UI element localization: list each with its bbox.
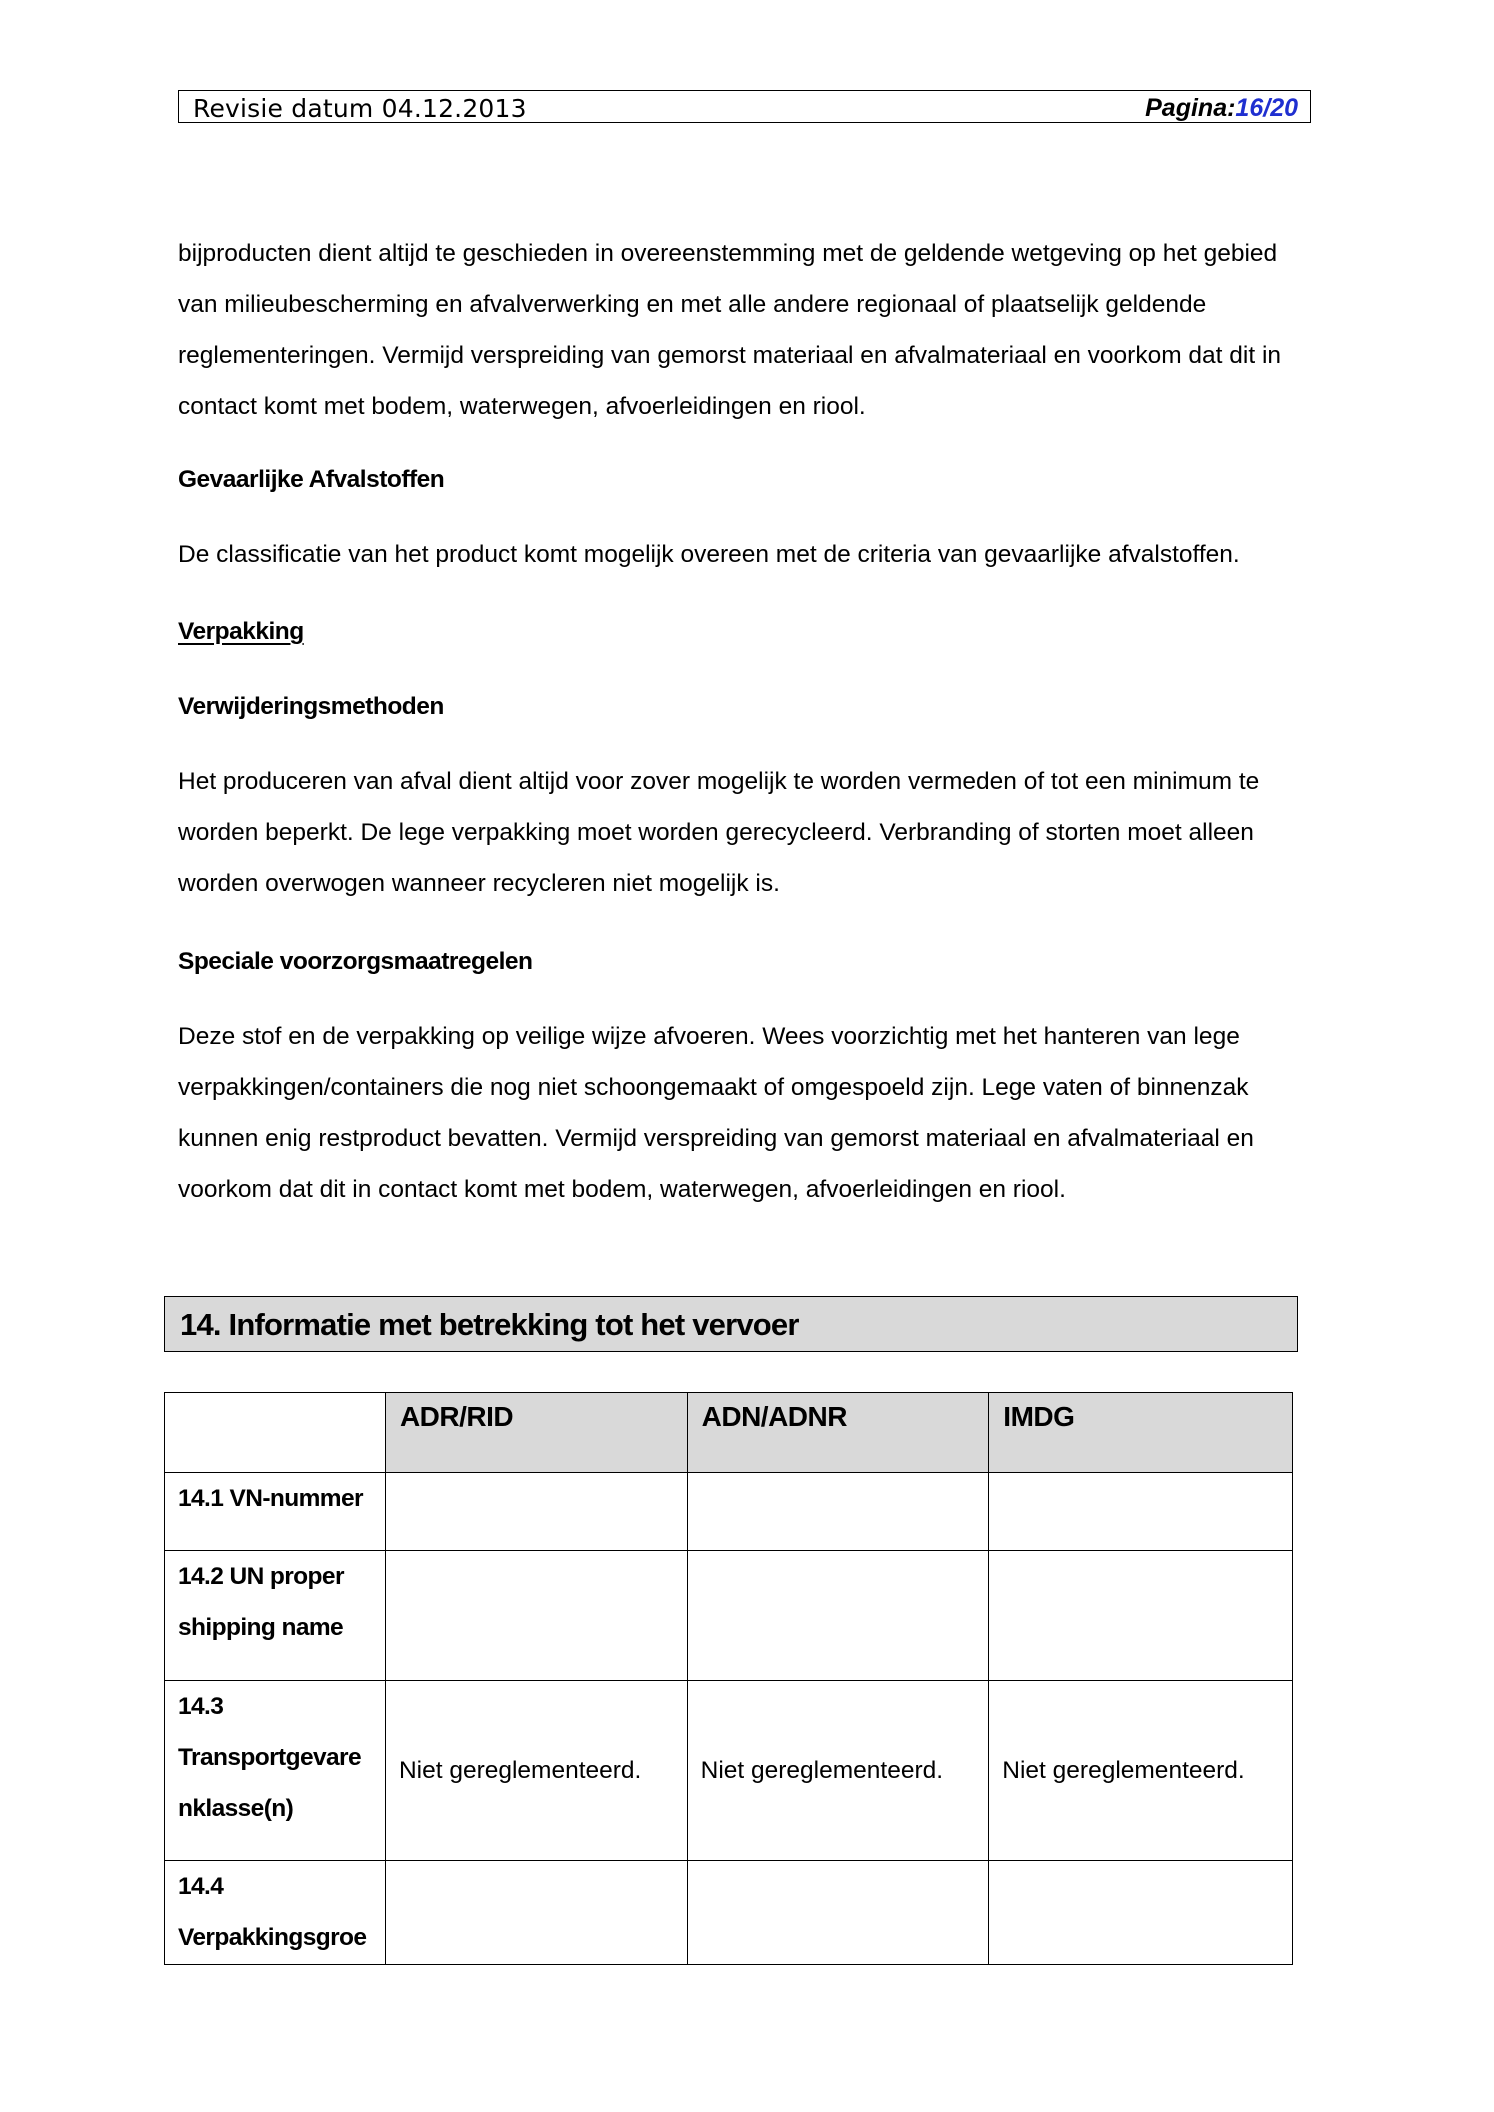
heading-packaging: Verpakking — [178, 618, 304, 645]
page-total: 20 — [1270, 94, 1298, 122]
row-label-packing-group — [165, 1861, 386, 1965]
row-label-line: Transportgevare — [178, 1744, 361, 1771]
revision-date: Revisie datum 04.12.2013 — [193, 94, 527, 123]
heading-disposal-methods: Verwijderingsmethoden — [178, 693, 444, 720]
paragraph-disposal: bijproducten dient altijd te geschieden in overeenstemming met de geldende wetgeving op het gebied van milieubescherming en afvalverwerking en met alle andere regionaal of plaatselijk geldende reglementeringen. Vermijd verspreiding van gemorst materiaal en afvalmateriaal en voorkom dat dit in contact komt met bodem, waterwegen, afvoerleidingen en riool. — [178, 240, 1282, 420]
cell-value — [385, 1473, 687, 1551]
cell-value — [687, 1551, 989, 1681]
paragraph-hazardous-waste: De classificatie van het product komt mogelijk overeen met de criteria van gevaarlijke afvalstoffen. — [178, 541, 1240, 568]
transport-table — [164, 1392, 1293, 1965]
cell-value — [989, 1473, 1293, 1551]
cell-value — [687, 1861, 989, 1965]
row-label-shipping-name — [165, 1551, 386, 1681]
page-number — [1145, 94, 1298, 123]
table-row — [165, 1473, 1293, 1551]
row-label-line: 14.4 — [178, 1873, 224, 1900]
row-label-line: 14.1 VN-nummer — [178, 1485, 363, 1512]
row-label-line: Verpakkingsgroe — [178, 1924, 367, 1951]
page-label: Pagina: — [1145, 94, 1236, 122]
table-header-row — [165, 1393, 1293, 1473]
cell-value — [385, 1551, 687, 1681]
cell-value — [687, 1473, 989, 1551]
header-cell-empty — [165, 1393, 386, 1473]
row-label-line: nklasse(n) — [178, 1795, 294, 1822]
header-cell-adn-adnr: ADN/ADNR — [687, 1393, 989, 1473]
row-label-line: 14.2 UN proper — [178, 1563, 344, 1590]
cell-value-adr-rid: Niet gereglementeerd. — [385, 1681, 687, 1861]
page-header — [178, 90, 1311, 123]
row-label-line: 14.3 — [178, 1693, 224, 1720]
table-row — [165, 1551, 1293, 1681]
cell-value — [989, 1551, 1293, 1681]
paragraph-disposal-methods: Het produceren van afval dient altijd voor zover mogelijk te worden vermeden of tot een minimum te worden beperkt. De lege verpakking moet worden gerecycleerd. Verbranding of storten moet alleen worden overwogen wanneer recycleren niet mogelijk is. — [178, 768, 1260, 897]
row-label-un-number — [165, 1473, 386, 1551]
cell-value-imdg: Niet gereglementeerd. — [989, 1681, 1293, 1861]
cell-value — [989, 1861, 1293, 1965]
paragraph-special-precautions: Deze stof en de verpakking op veilige wijze afvoeren. Wees voorzichtig met het hanteren van lege verpakkingen/containers die nog niet schoongemaakt of omgespoeld zijn. Lege vaten of binnenzak kunnen enig restproduct bevatten. Vermijd verspreiding van gemorst materiaal en afvalmateriaal en voorkom dat dit in contact komt met bodem, waterwegen, afvoerleidingen en riool. — [178, 1023, 1254, 1203]
header-cell-adr-rid: ADR/RID — [385, 1393, 687, 1473]
heading-special-precautions: Speciale voorzorgsmaatregelen — [178, 948, 533, 975]
section-14-title: 14. Informatie met betrekking tot het vervoer — [180, 1307, 799, 1342]
table-row — [165, 1681, 1293, 1861]
cell-value-adn-adnr: Niet gereglementeerd. — [687, 1681, 989, 1861]
row-label-line: shipping name — [178, 1614, 344, 1641]
heading-hazardous-waste: Gevaarlijke Afvalstoffen — [178, 466, 445, 493]
section-14-title-bar — [164, 1296, 1298, 1352]
header-cell-imdg: IMDG — [989, 1393, 1293, 1473]
page-current: 16 — [1235, 94, 1264, 122]
table-row — [165, 1861, 1293, 1965]
page-separator: / — [1263, 94, 1271, 122]
row-label-transport-class — [165, 1681, 386, 1861]
cell-value — [385, 1861, 687, 1965]
